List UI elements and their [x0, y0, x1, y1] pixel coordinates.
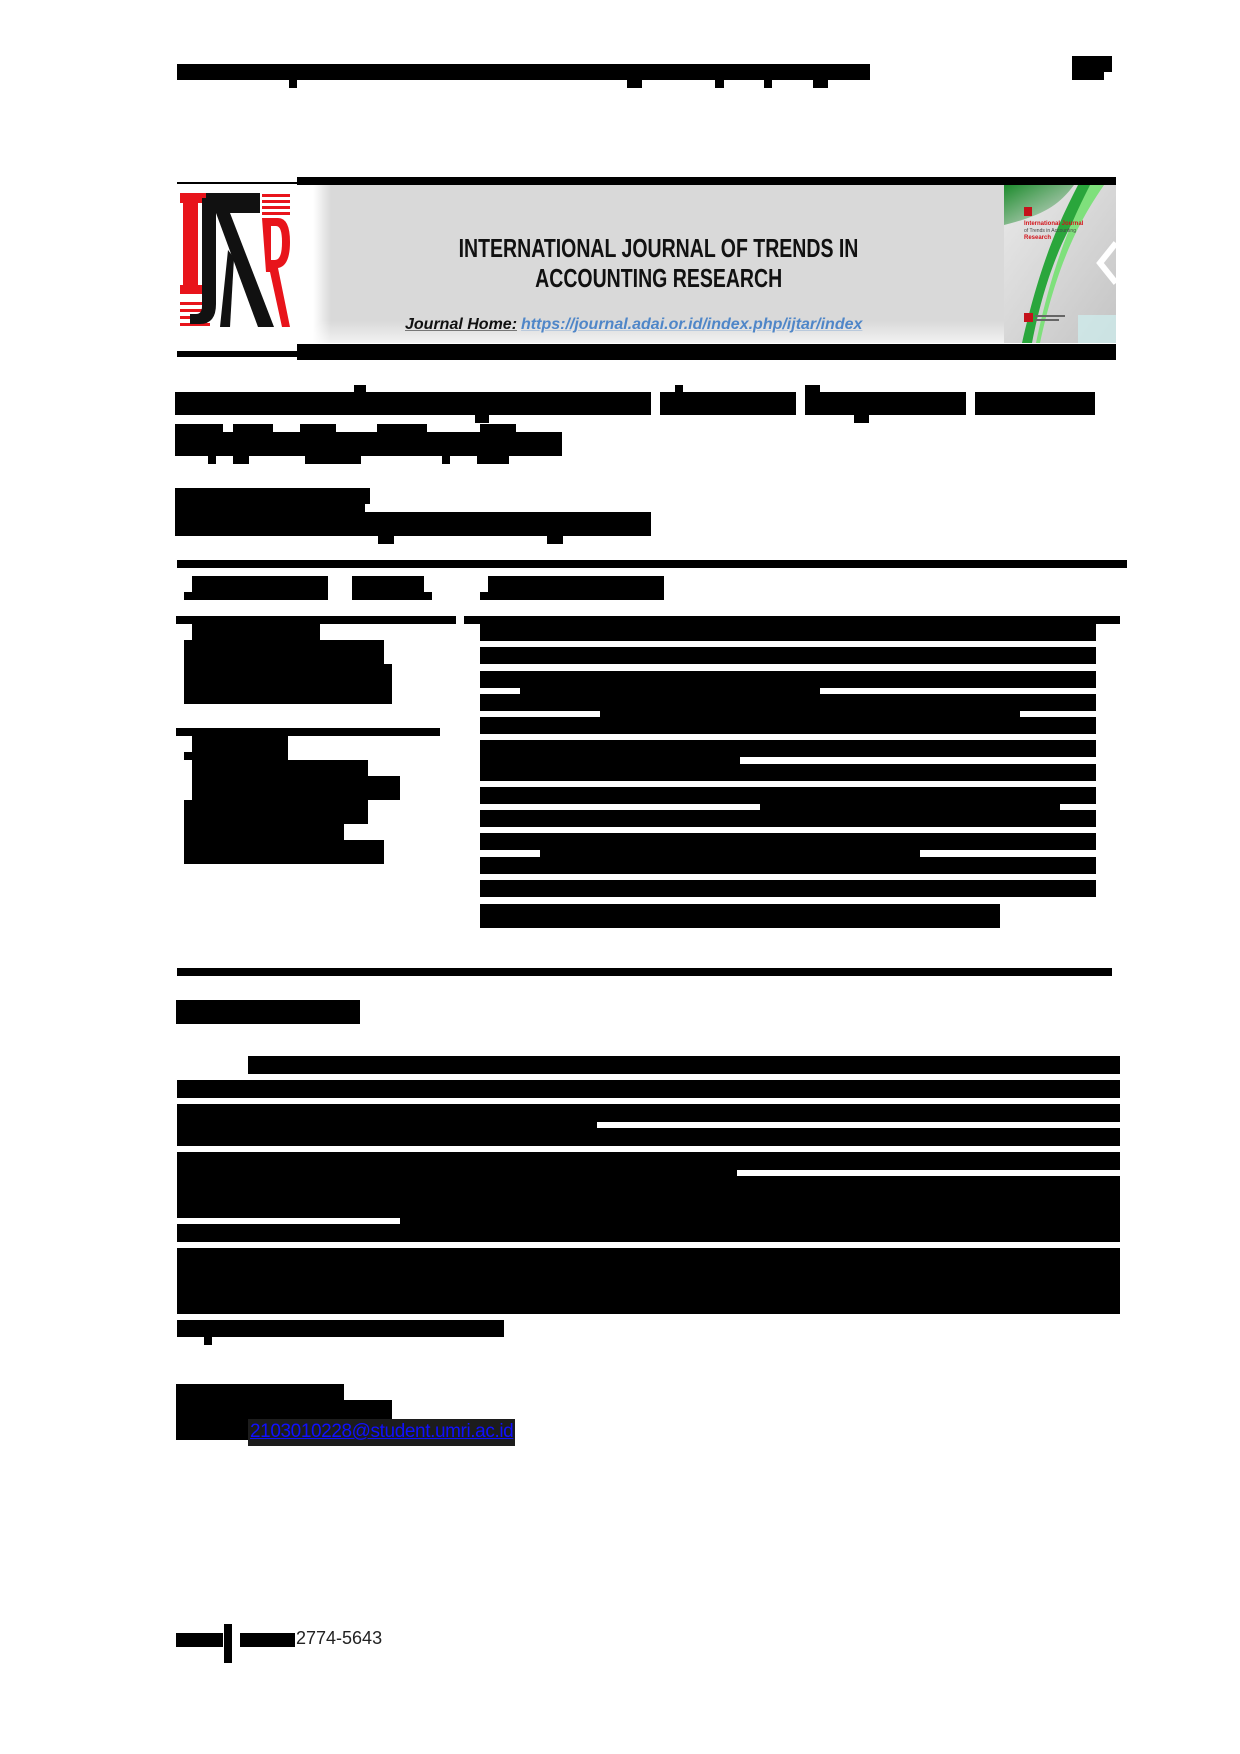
article-title-redacted [805, 392, 966, 415]
paragraph-line-redacted [177, 1296, 1120, 1314]
cover-title-line-2: of Trends in Accounting [1024, 228, 1076, 234]
author-names-redacted [175, 488, 370, 504]
redaction-fragment [177, 1122, 597, 1128]
paragraph-line-redacted [177, 1104, 1120, 1122]
paragraph-line-redacted [177, 1200, 1120, 1218]
cover-title-line-3: Research [1024, 235, 1052, 241]
redaction-fragment [177, 1290, 1120, 1296]
paragraph-line-redacted [177, 1248, 1120, 1266]
abstract-line-redacted [480, 717, 1096, 734]
redaction-fragment [305, 456, 361, 464]
redaction-fragment [442, 456, 450, 464]
abstract-line-redacted [480, 880, 1096, 897]
issn-number: 2774-5643 [296, 1628, 383, 1648]
journal-banner [313, 185, 1005, 343]
redaction-fragment [289, 80, 297, 88]
article-history-redacted [184, 664, 392, 704]
section-divider-top [177, 560, 1127, 568]
keywords-redacted [192, 736, 288, 752]
introduction-heading-redacted [176, 1000, 360, 1024]
redaction-fragment [184, 592, 328, 600]
journal-home-label: Journal Home: [405, 316, 518, 333]
paragraph-line-redacted [177, 1176, 1120, 1194]
redaction-fragment [805, 385, 820, 393]
article-info-heading-redacted [352, 576, 424, 592]
abstract-line-redacted [480, 904, 1000, 928]
corresponding-author-label-redacted [176, 1384, 344, 1400]
redaction-fragment [520, 688, 820, 694]
redaction-fragment [600, 711, 1020, 717]
corresponding-author-label-redacted [176, 1400, 392, 1420]
redaction-fragment [352, 592, 432, 600]
keywords-redacted [184, 840, 384, 864]
keywords-redacted [184, 824, 344, 840]
journal-cover-thumbnail [1004, 185, 1116, 343]
article-title-redacted [175, 432, 562, 456]
redaction-fragment [480, 757, 740, 764]
redaction-fragment [477, 456, 509, 464]
abstract-line-redacted [480, 647, 1096, 664]
redaction-fragment [627, 80, 642, 88]
redaction-fragment [233, 456, 249, 464]
abstract-heading-redacted [488, 576, 664, 592]
paragraph-line-redacted [177, 1272, 1120, 1290]
journal-home [405, 316, 862, 334]
page-number-redacted [1072, 56, 1104, 80]
redaction-fragment [675, 385, 683, 393]
paragraph-line-redacted [177, 1128, 1120, 1146]
redaction-fragment [480, 424, 516, 432]
article-info-heading-redacted [192, 576, 328, 592]
redaction-fragment [233, 424, 273, 432]
redaction-fragment [540, 850, 920, 857]
redaction-fragment [480, 592, 664, 600]
article-history-redacted [192, 624, 320, 640]
redaction-fragment [208, 456, 216, 464]
keywords-redacted [184, 752, 288, 760]
keywords-redacted [192, 760, 368, 776]
masthead-top-rule-thin [177, 182, 297, 184]
abstract-line-redacted [480, 833, 1096, 850]
corresponding-author-label-redacted [176, 1420, 248, 1440]
abstract-line-redacted [480, 694, 1096, 711]
redaction-fragment [854, 415, 869, 423]
footer-label-redacted [176, 1633, 223, 1647]
abstract-line-redacted [480, 810, 1096, 827]
journal-home-link[interactable]: https://journal.adai.or.id/index.php/ijtar/index [521, 316, 863, 333]
redaction-fragment [354, 385, 366, 393]
redaction-fragment [378, 536, 394, 544]
masthead-bottom-rule [297, 344, 1116, 360]
section-divider-bottom [177, 968, 1112, 976]
redaction-fragment [400, 1218, 1120, 1224]
article-info-rule [176, 616, 456, 624]
redaction-fragment [475, 415, 489, 423]
redaction-fragment [764, 80, 772, 88]
journal-title-line-2: ACCOUNTING RESEARCH [535, 263, 783, 293]
paragraph-line-redacted [177, 1320, 504, 1337]
article-history-redacted [184, 640, 384, 664]
article-title-redacted [175, 392, 651, 415]
keywords-rule [176, 728, 440, 736]
abstract-line-redacted [480, 764, 1096, 781]
abstract-line-redacted [480, 671, 1096, 688]
paragraph-line-redacted [248, 1056, 1120, 1074]
abstract-line-redacted [480, 740, 1096, 757]
article-title-redacted [975, 392, 1095, 415]
abstract-line-redacted [480, 787, 1096, 804]
masthead-top-rule [297, 177, 1116, 185]
redaction-fragment [547, 536, 563, 544]
redaction-fragment [813, 80, 828, 88]
redaction-fragment [760, 804, 1060, 810]
abstract-line-redacted [480, 624, 1096, 641]
redaction-fragment [177, 1266, 1120, 1272]
running-header-text-redacted [177, 64, 870, 80]
redaction-fragment [377, 424, 427, 432]
article-title-redacted [660, 392, 796, 415]
abstract-line-redacted [480, 857, 1096, 874]
keywords-redacted [184, 800, 368, 824]
cover-title-line-1: International Journal [1024, 221, 1084, 227]
redaction-fragment [1104, 56, 1112, 72]
redaction-fragment [177, 1170, 737, 1176]
journal-title-line-1: INTERNATIONAL JOURNAL OF TRENDS IN [459, 233, 859, 263]
redaction-fragment [175, 424, 223, 432]
paragraph-line-redacted [177, 1152, 1120, 1170]
redaction-fragment [300, 424, 336, 432]
masthead-bottom-rule-thin [177, 351, 297, 357]
redaction-fragment [175, 504, 365, 512]
author-affiliation-redacted [175, 512, 651, 536]
paragraph-line-redacted [177, 1080, 1120, 1098]
footer-divider [224, 1624, 232, 1663]
corresponding-author-email-link[interactable]: 2103010228@student.umri.ac.id [248, 1419, 515, 1446]
journal-logo [178, 192, 290, 327]
abstract-rule [464, 616, 1120, 624]
redaction-fragment [204, 1337, 212, 1345]
paragraph-line-redacted [177, 1224, 1120, 1242]
redaction-fragment [715, 80, 724, 88]
redaction-fragment [177, 1194, 1120, 1200]
footer-issn-label-redacted [240, 1633, 295, 1647]
keywords-redacted [192, 776, 400, 800]
